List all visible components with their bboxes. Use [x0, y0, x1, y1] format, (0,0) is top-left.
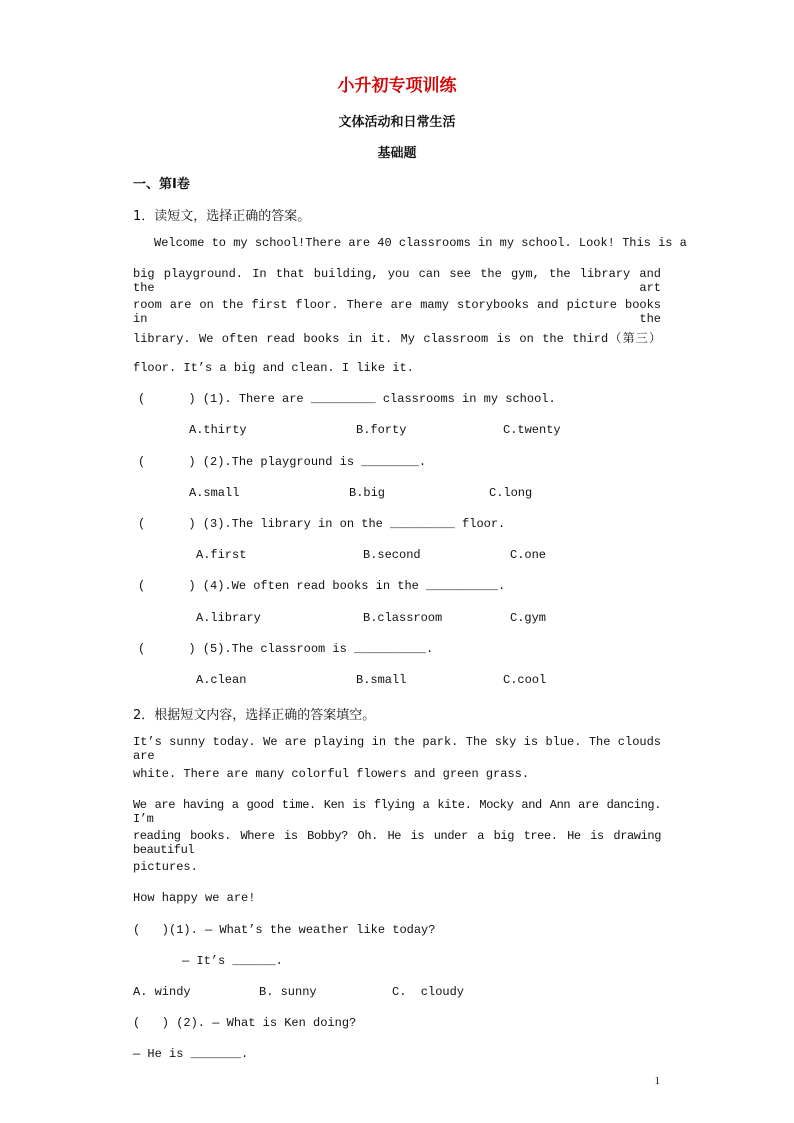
question-1-prompt: 1．读短文，选择正确的答案。	[133, 209, 311, 224]
option-a: A. windy	[133, 985, 191, 999]
option-a: A.library	[196, 611, 261, 625]
q1-item-stem: ( ) (3).The library in on the _________ floor.	[138, 517, 506, 531]
q2-passage-line: pictures.	[133, 860, 198, 874]
q1-item-stem: ( ) (4).We often read books in the __________.	[138, 579, 506, 593]
section-heading: 一、第I卷	[133, 177, 190, 192]
q2-item-answer: — It’s ______.	[182, 954, 283, 968]
page-number: 1	[654, 1075, 660, 1087]
option-a: A.thirty	[189, 423, 247, 437]
difficulty-label: 基础题	[377, 146, 417, 161]
option-b: B.classroom	[363, 611, 443, 625]
option-c: C.twenty	[503, 423, 561, 437]
page-title: 小升初专项训练	[337, 76, 457, 96]
q1-passage-line: room are on the first floor. There are mamy storybooks and picture books in the	[133, 298, 661, 326]
option-c: C.gym	[510, 611, 547, 625]
q1-passage-line: big playground. In that building, you can see the gym, the library and the art	[133, 267, 661, 295]
option-b: B. sunny	[259, 985, 317, 999]
option-b: B.small	[356, 673, 407, 687]
question-2-prompt: 2．根据短文内容，选择正确的答案填空。	[133, 708, 376, 723]
q2-item-stem: ( ) (2). — What is Ken doing?	[133, 1016, 357, 1030]
option-b: B.big	[349, 486, 386, 500]
option-c: C.long	[489, 486, 533, 500]
option-a: A.first	[196, 548, 247, 562]
q2-passage-line: white. There are many colorful flowers and green grass.	[133, 767, 530, 781]
q2-passage-line: How happy we are!	[133, 891, 256, 905]
q1-item-stem: ( ) (5).The classroom is __________.	[138, 642, 434, 656]
q2-passage-line: reading books. Where is Bobby? Oh. He is under a big tree. He is drawing beautiful	[133, 829, 661, 857]
page-subtitle: 文体活动和日常生活	[338, 115, 456, 130]
q1-item-stem: ( ) (1). There are _________ classrooms in my school.	[138, 392, 556, 406]
option-a: A.small	[189, 486, 240, 500]
option-c: C. cloudy	[392, 985, 465, 999]
q2-item-answer: — He is _______.	[133, 1047, 249, 1061]
option-b: B.second	[363, 548, 421, 562]
q1-item-stem: ( ) (2).The playground is ________.	[138, 455, 427, 469]
q2-passage-line: We are having a good time. Ken is flying a kite. Mocky and Ann are dancing. I’m	[133, 798, 661, 826]
q2-item-stem: ( )(1). — What’s the weather like today?	[133, 923, 436, 937]
q2-passage-line: It’s sunny today. We are playing in the park. The sky is blue. The clouds are	[133, 735, 661, 763]
q1-passage-line: library. We often read books in it. My classroom is on the third（第三）	[133, 332, 661, 346]
q1-passage-line: floor. It’s a big and clean. I like it.	[133, 361, 414, 375]
option-c: C.one	[510, 548, 547, 562]
option-a: A.clean	[196, 673, 247, 687]
option-b: B.forty	[356, 423, 407, 437]
option-c: C.cool	[503, 673, 547, 687]
q1-passage-line: Welcome to my school!There are 40 classrooms in my school. Look! This is a	[154, 236, 687, 250]
